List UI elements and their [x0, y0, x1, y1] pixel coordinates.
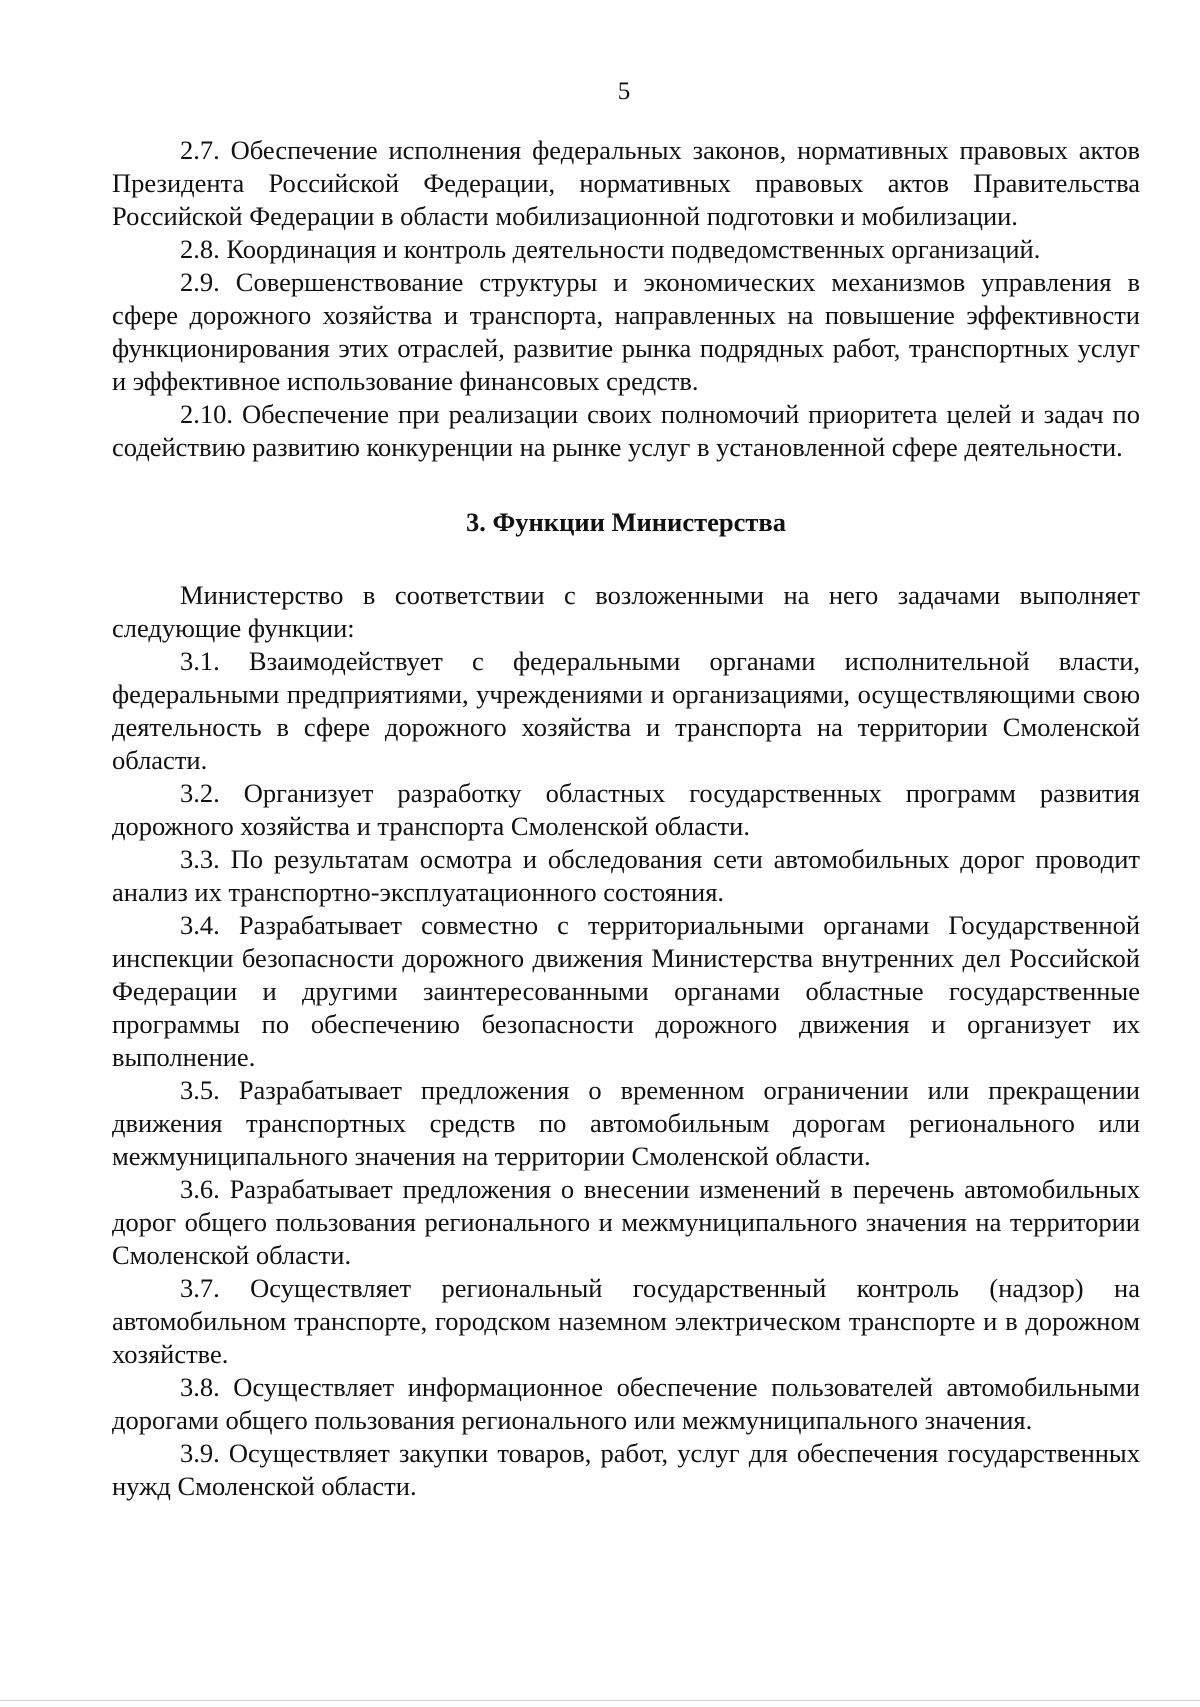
paragraph-2-10: 2.10. Обеспечение при реализации своих полномочий приоритета целей и задач по содействию развитию конкуренции на рынке услуг в установленной сфере деятельности.: [112, 399, 1140, 462]
paragraph-3-1: 3.1. Взаимодействует с федеральными органами исполнительной власти, федеральными предприятиями, учреждениями и организациями, осуществляющими свою деятельность в сфере дорожного хозяйства и транспорта на территории Смоленской области.: [112, 646, 1140, 775]
paragraph-2-9: 2.9. Совершенствование структуры и экономических механизмов управления в сфере дорожного хозяйства и транспорта, направленных на повышение эффективности функционирования этих отраслей, развитие рынка подрядных работ, транспортных услуг и эффективное использование финансовых средств.: [112, 267, 1140, 396]
paragraph-intro: Министерство в соответствии с возложенными на него задачами выполняет следующие функции:: [112, 580, 1140, 643]
paragraph-3-4: 3.4. Разрабатывает совместно с территориальными органами Государственной инспекции безопасности дорожного движения Министерства внутренних дел Российской Федерации и другими заинтересованными органами областные государственные программы по обеспечению безопасности дорожного движения и организует их выполнение.: [112, 910, 1140, 1072]
paragraph-3-7: 3.7. Осуществляет региональный государственный контроль (надзор) на автомобильном транспорте, городском наземном электрическом транспорте и в дорожном хозяйстве.: [112, 1273, 1140, 1369]
paragraph-2-8: 2.8. Координация и контроль деятельности подведомственных организаций.: [180, 234, 1041, 264]
paragraph-3-6: 3.6. Разрабатывает предложения о внесении изменений в перечень автомобильных дорог общего пользования регионального и межмуниципального значения на территории Смоленской области.: [112, 1174, 1140, 1270]
paragraph-2-7: 2.7. Обеспечение исполнения федеральных законов, нормативных правовых актов Президента Российской Федерации, нормативных правовых актов Правительства Российской Федерации в области мобилизационной подготовки и мобилизации.: [112, 135, 1140, 231]
paragraph-3-3: 3.3. По результатам осмотра и обследования сети автомобильных дорог проводит анализ их транспортно-эксплуатационного состояния.: [112, 844, 1140, 907]
paragraph-3-9: 3.9. Осуществляет закупки товаров, работ, услуг для обеспечения государственных нужд Смоленской области.: [112, 1438, 1140, 1501]
paragraph-3-5: 3.5. Разрабатывает предложения о временном ограничении или прекращении движения транспортных средств по автомобильным дорогам регионального или межмуниципального значения на территории Смоленской области.: [112, 1075, 1140, 1171]
section-heading: 3. Функции Министерства: [466, 507, 786, 537]
document-body: [112, 134, 1140, 1503]
paragraph-3-2: 3.2. Организует разработку областных государственных программ развития дорожного хозяйства и транспорта Смоленской области.: [112, 778, 1140, 841]
paragraph-3-8: 3.8. Осуществляет информационное обеспечение пользователей автомобильными дорогами общего пользования регионального или межмуниципального значения.: [112, 1372, 1140, 1435]
page-number: 5: [617, 78, 631, 105]
scan-edge-line: [0, 1700, 1200, 1701]
